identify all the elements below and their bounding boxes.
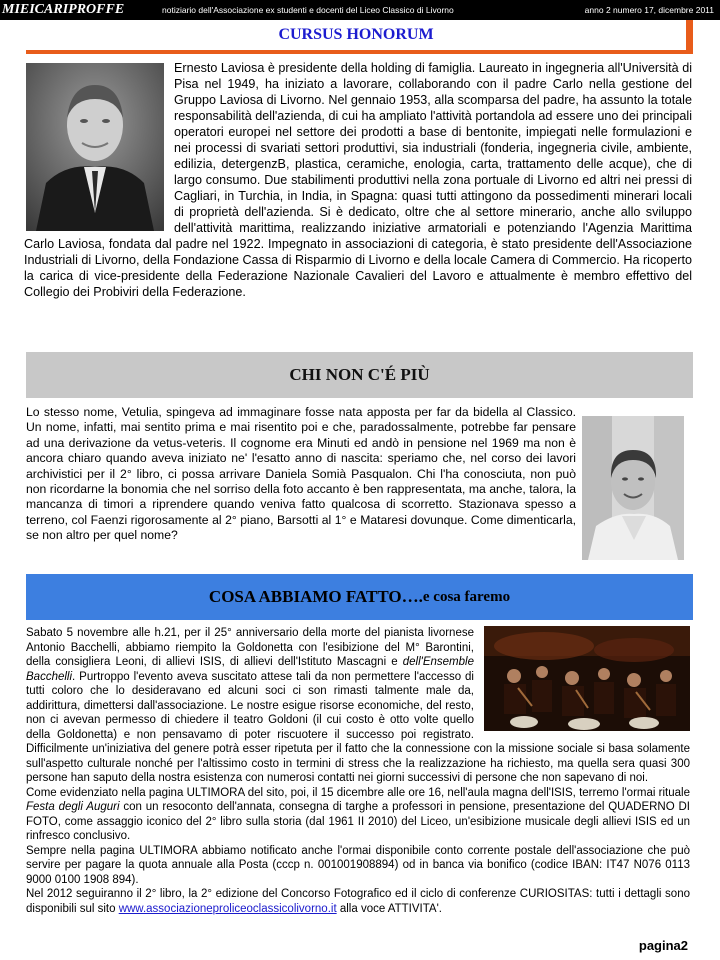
cosa-paragraph-3: Sempre nella pagina ULTIMORA abbiamo notificato anche l'ormai disponibile conto corrente postale dell'associazione che può servire per pagare la quota annuale alla Posta (cccp n. 001001908894) od in banca via bonifico (codice IBAN: IT47 N076 0113 9000 0100 1908 894). <box>26 844 690 886</box>
cosa-title: COSA ABBIAMO FATTO…. <box>208 587 423 606</box>
cosa-header <box>26 574 693 620</box>
masthead <box>0 0 720 20</box>
cursus-title: CURSUS HONORUM <box>26 20 686 50</box>
cosa-paragraph-4: Nel 2012 seguiranno il 2° libro, la 2° edizione del Concorso Fotografico ed il ciclo di conferenze CURIOSITAS: tutti i dettagli sono disponibili sul sito www.associazioneproliceoclassicolivorno.it alla voce ATTIVITA'. <box>26 888 690 915</box>
cursus-article <box>24 60 692 300</box>
cosa-article <box>26 626 690 916</box>
cosa-paragraph-2: Come evidenziato nella pagina ULTIMORA del sito, poi, il 15 dicembre alle ore 16, nell'aula magna dell'ISIS, terremo l'ormai rituale Festa degli Auguri con un resoconto dell'annata, consegna di targhe a professori in pensione, presentazione del QUADERNO DI FOTO, come assaggio iconico del 2° libro sulla storia (dal 1961 II 2010) del Liceo, un'esibizione musicale degli allievi ISIS ed un rinfresco conclusivo. <box>26 786 691 842</box>
chi-article <box>26 405 576 544</box>
cursus-header <box>26 20 693 54</box>
chi-header <box>26 352 693 398</box>
cosa-title-suffix: e cosa faremo <box>422 588 511 605</box>
cursus-body: Ernesto Laviosa è presidente della holding di famiglia. Laureato in ingegneria all'Università di Pisa nel 1949, ha iniziato a lavorare, collaborando con il padre Carlo nella gestione del Gruppo Laviosa di Livorno. Nel gennaio 1953, alla scomparsa del padre, ha assunto la totale responsabilità dell'azienda, di cui ha ampliato l'attività portandola ad essere uno dei principali operatori europei nel settore dei prodotti a base di bentonite, impiegati nelle formulazioni e nei processi di svariati settori produttivi, sia industriali (fonderia, ingegneria civile, ambiente, edilizia, detergenzB, plastica, ceramiche, enologia, carta, trattamento delle acque), che di largo consumo. Due stabilimenti produttivi nella zona portuale di Livorno ed altri nei pressi di Cagliari, in Turchia, in India, in Spagna: quasi tutti attingono da possedimenti minerari locali di proprietà dell'azienda. Si è dedicato, oltre che al settore minerario, anche allo sviluppo dell'attività marittima, realizzando iniziative armatoriali e potenziando l'Agenzia Marittima Carlo Laviosa, fondata dal padre nel 1922. Impegnato in associazioni di categoria, è stato presidente dell'Associazione Industriali di Livorno, della Fondazione Cassa di Risparmio di Livorno e della locale Camera di Commercio. Ha ricoperto la carica di vice-presidente della Federazione Nazionale Cavalieri del Lavoro e attualmente è membro effettivo del Collegio dei Probiviri della Federazione. <box>24 61 692 299</box>
newsletter-brand: MIEICARIPROFFE <box>2 2 125 17</box>
chi-title: CHI NON C'É PIÙ <box>289 365 430 384</box>
portrait-photo-laviosa <box>26 63 164 231</box>
newsletter-subtitle: notiziario dell'Associazione ex studenti e docenti del Liceo Classico di Livorno <box>162 5 454 15</box>
chi-body: Lo stesso nome, Vetulia, spingeva ad immaginare fosse nata apposta per far da bidella al Classico. Un nome, infatti, mai sentito prima e mai risentito poi e che, paradossalmente, potrebbe far pensare ad una derivazione da vetus-veteris. Il cognome era Minuti ed andò in pensione nel 1969 ma non è ancora chiaro quando aveva iniziato ne' l'esatto anno di nascita: speriamo che, nel corso dei lavori archivistici per il 2° libro, ci possa arrivare Daniela Somià Pasqualon. Chi l'ha conosciuta, non può non ricordarne la bonomia che nel sorriso della foto accanto è ben rappresentata, ma anche, talora, la mancanza di timori a riprendere quando veniva fatto qualcosa di scorretto. Stazionava spesso a terreno, col Faenzi rigorosamente al 2° piano, Barsotti al 1° e Mataresi dovunque. Come dimenticarla, se non altro per quel nome? <box>26 405 576 543</box>
page-number: pagina2 <box>638 938 688 953</box>
portrait-photo-vetulia <box>582 416 684 560</box>
cosa-paragraph-1: Sabato 5 novembre alle h.21, per il 25° anniversario della morte del pianista livornese Antonio Bacchelli, abbiamo riempito la Goldonetta con l'esibizione del M° Barontini, della consigliera Leoni, di allievi ISIS, di allievi dell'Istituto Mascagni e dell'Ensemble Bacchelli. Purtroppo l'evento aveva suscitato attese tali da non permettere l'accesso di tutti coloro che lo desideravano ed alcuni soci ci son rimasti talmente male da, addirittura, dimettersi dall'associazione. Le nostre esigue risorse economiche, del resto, non ci avevan permesso di chiedere il teatro Goldoni (il cui costo è otto volte quello della Goldonetta) e non pensavamo di poter riscuotere il successo poi registrato. Difficilmente un'iniziativa del genere potrà esser ripetuta per il fatto che la connessione con la missione sociale si basa solamente sull'aspetto culturale nonché per l'altissimo costo in termini di stress che la realizzazione ha richiesto, ma quella sera quasi 300 persone han saputo della nostra esistenza con numerosi contatti nei giorni successivi di persone che non sapevano di noi. <box>26 627 690 784</box>
website-link[interactable]: www.associazioneproliceoclassicolivorno.it <box>118 902 337 915</box>
concert-photo <box>484 626 690 731</box>
issue-info: anno 2 numero 17, dicembre 2011 <box>584 5 714 15</box>
